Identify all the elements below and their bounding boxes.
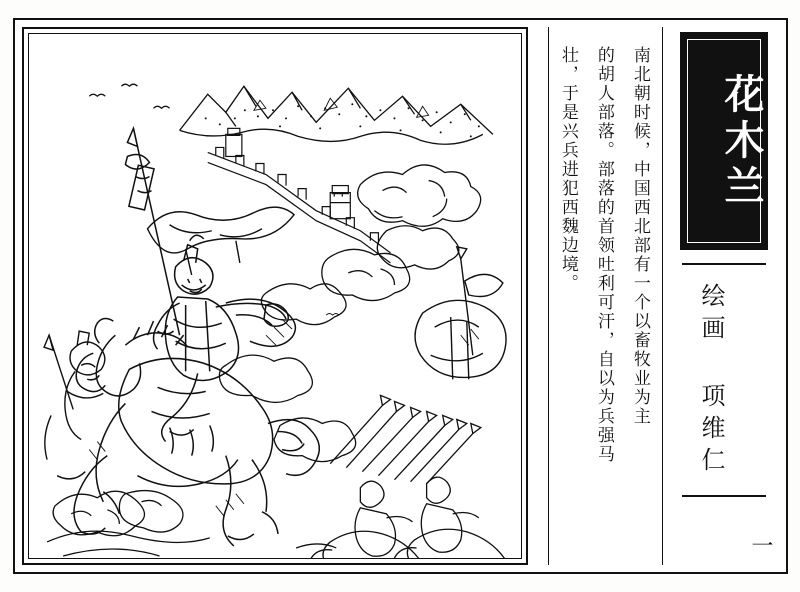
illustration-panel <box>22 27 528 565</box>
narration-column-2: 的胡人部落。部落的首领吐利可汗，自以为兵强马 <box>593 46 614 464</box>
title-block <box>672 27 776 565</box>
artist-credit: 绘画 项维仁 <box>697 283 725 479</box>
page-title: 花木兰 <box>718 73 765 211</box>
title-plaque <box>680 32 768 250</box>
line-art-illustration <box>29 34 521 558</box>
column-divider-left <box>548 27 549 565</box>
illustration-frame <box>28 33 522 559</box>
narration-column-1: 南北朝时候，中国西北部有一个以畜牧业为主 <box>629 46 650 426</box>
title-divider-top <box>682 263 766 265</box>
narration-column-3: 壮，于是兴兵进犯西魏边境。 <box>557 46 578 293</box>
title-divider-bottom <box>682 495 766 497</box>
column-divider-right <box>662 27 663 565</box>
page-number: 一 <box>748 534 773 556</box>
